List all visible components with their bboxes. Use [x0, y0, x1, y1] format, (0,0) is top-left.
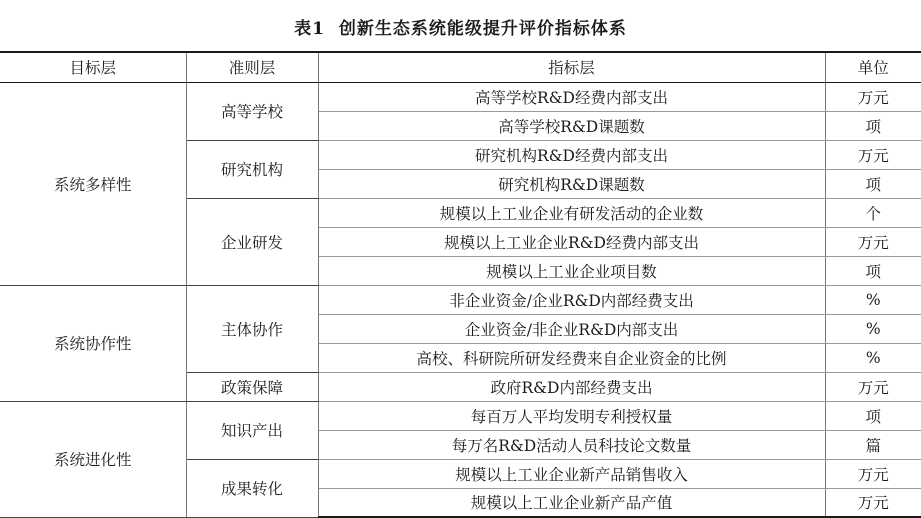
- header-unit: 单位: [825, 52, 921, 82]
- unit-cell: 万元: [825, 459, 921, 488]
- criterion-layer-cell: 成果转化: [186, 459, 318, 517]
- header-indicator: 指标层: [318, 52, 825, 82]
- indicator-cell: 研究机构R&D课题数: [318, 169, 825, 198]
- unit-cell: 篇: [825, 430, 921, 459]
- unit-cell: %: [825, 343, 921, 372]
- indicator-cell: 企业资金/非企业R&D内部支出: [318, 314, 825, 343]
- table-row: [0, 401, 921, 430]
- unit-cell: %: [825, 314, 921, 343]
- indicator-cell: 高等学校R&D经费内部支出: [318, 82, 825, 111]
- table-row: [0, 82, 921, 111]
- indicator-table: [0, 51, 921, 518]
- table-body: [0, 82, 921, 517]
- indicator-cell: 高校、科研院所研发经费来自企业资金的比例: [318, 343, 825, 372]
- unit-cell: 万元: [825, 372, 921, 401]
- target-layer-cell: 系统进化性: [0, 401, 186, 517]
- unit-cell: 万元: [825, 488, 921, 517]
- indicator-cell: 规模以上工业企业有研发活动的企业数: [318, 198, 825, 227]
- indicator-cell: 高等学校R&D课题数: [318, 111, 825, 140]
- unit-cell: 项: [825, 256, 921, 285]
- unit-cell: 万元: [825, 140, 921, 169]
- unit-cell: 项: [825, 111, 921, 140]
- unit-cell: 项: [825, 401, 921, 430]
- unit-cell: 个: [825, 198, 921, 227]
- criterion-layer-cell: 研究机构: [186, 140, 318, 198]
- indicator-cell: 规模以上工业企业项目数: [318, 256, 825, 285]
- indicator-cell: 规模以上工业企业新产品销售收入: [318, 459, 825, 488]
- indicator-cell: 规模以上工业企业新产品产值: [318, 488, 825, 517]
- unit-cell: 万元: [825, 227, 921, 256]
- criterion-layer-cell: 高等学校: [186, 82, 318, 140]
- table-number: 表1: [294, 19, 325, 39]
- header-target: 目标层: [0, 52, 186, 82]
- table-title: 创新生态系统能级提升评价指标体系: [338, 19, 627, 39]
- indicator-cell: 非企业资金/企业R&D内部经费支出: [318, 285, 825, 314]
- indicator-cell: 每百万人平均发明专利授权量: [318, 401, 825, 430]
- table-row: [0, 285, 921, 314]
- criterion-layer-cell: 知识产出: [186, 401, 318, 459]
- unit-cell: 万元: [825, 82, 921, 111]
- indicator-cell: 规模以上工业企业R&D经费内部支出: [318, 227, 825, 256]
- indicator-cell: 每万名R&D活动人员科技论文数量: [318, 430, 825, 459]
- header-row: [0, 52, 921, 82]
- table-caption: [0, 14, 921, 39]
- table-header: [0, 52, 921, 82]
- indicator-cell: 政府R&D内部经费支出: [318, 372, 825, 401]
- target-layer-cell: 系统多样性: [0, 82, 186, 285]
- criterion-layer-cell: 政策保障: [186, 372, 318, 401]
- unit-cell: 项: [825, 169, 921, 198]
- target-layer-cell: 系统协作性: [0, 285, 186, 401]
- unit-cell: %: [825, 285, 921, 314]
- criterion-layer-cell: 主体协作: [186, 285, 318, 372]
- header-criterion: 准则层: [186, 52, 318, 82]
- indicator-cell: 研究机构R&D经费内部支出: [318, 140, 825, 169]
- criterion-layer-cell: 企业研发: [186, 198, 318, 285]
